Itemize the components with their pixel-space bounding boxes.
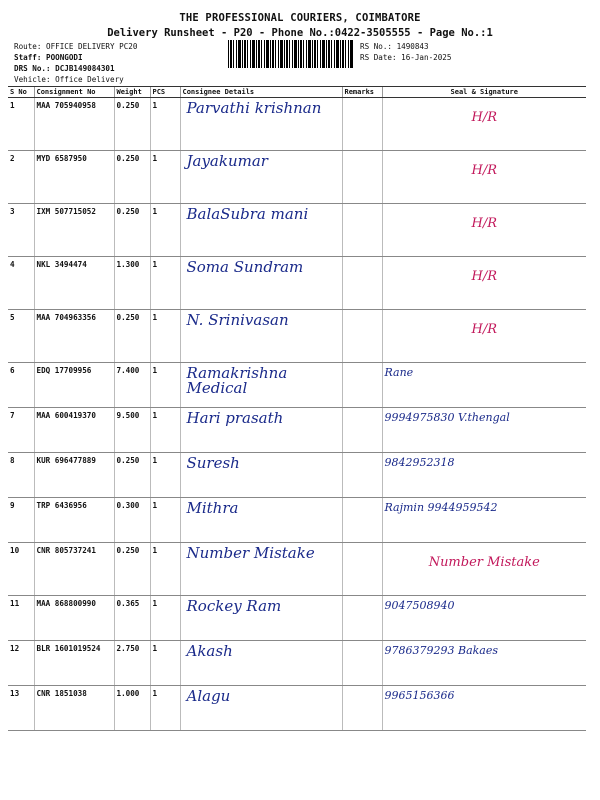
column-header: Remarks bbox=[342, 87, 382, 98]
signature-cell: H/R bbox=[382, 151, 586, 204]
pcs-cell: 1 bbox=[150, 453, 180, 498]
table-row bbox=[8, 204, 586, 257]
remarks-cell bbox=[342, 363, 382, 408]
table-row bbox=[8, 453, 586, 498]
weight-cell: 2.750 bbox=[114, 641, 150, 686]
sno-cell: 6 bbox=[8, 363, 34, 408]
consignment-no-cell: MAA 705940958 bbox=[34, 98, 114, 151]
pcs-cell: 1 bbox=[150, 98, 180, 151]
sno-cell: 11 bbox=[8, 596, 34, 641]
consignee-cell: Suresh bbox=[180, 453, 342, 498]
signature-cell: Rajmin 9944959542 bbox=[382, 498, 586, 543]
consignment-no-cell: MAA 704963356 bbox=[34, 310, 114, 363]
weight-cell: 0.250 bbox=[114, 98, 150, 151]
signature-cell: 9047508940 bbox=[382, 596, 586, 641]
table-row bbox=[8, 310, 586, 363]
meta-right bbox=[360, 41, 451, 63]
column-header: PCS bbox=[150, 87, 180, 98]
weight-cell: 0.250 bbox=[114, 543, 150, 596]
runsheet-subtitle: Delivery Runsheet - P20 - Phone No.:0422-3505555 - Page No.:1 bbox=[107, 27, 493, 39]
consignee-cell: Jayakumar bbox=[180, 151, 342, 204]
consignment-no-cell: BLR 1601019524 bbox=[34, 641, 114, 686]
signature-cell: H/R bbox=[382, 204, 586, 257]
company-title: THE PROFESSIONAL COURIERS, COIMBATORE bbox=[179, 12, 421, 24]
pcs-cell: 1 bbox=[150, 498, 180, 543]
sno-cell: 4 bbox=[8, 257, 34, 310]
consignee-cell: Alagu bbox=[180, 686, 342, 731]
signature-cell: 9786379293 Bakaes bbox=[382, 641, 586, 686]
column-header: Consignment No bbox=[34, 87, 114, 98]
remarks-cell bbox=[342, 596, 382, 641]
weight-cell: 1.000 bbox=[114, 686, 150, 731]
pcs-cell: 1 bbox=[150, 408, 180, 453]
table-header-row bbox=[8, 87, 586, 98]
remarks-cell bbox=[342, 686, 382, 731]
signature-cell: 9842952318 bbox=[382, 453, 586, 498]
sno-cell: 7 bbox=[8, 408, 34, 453]
sno-cell: 5 bbox=[8, 310, 34, 363]
table-row bbox=[8, 151, 586, 204]
table-row bbox=[8, 498, 586, 543]
table-row bbox=[8, 641, 586, 686]
consignee-cell: Soma Sundram bbox=[180, 257, 342, 310]
weight-cell: 0.300 bbox=[114, 498, 150, 543]
pcs-cell: 1 bbox=[150, 596, 180, 641]
route-label: Route: OFFICE DELIVERY PC20 bbox=[14, 42, 138, 51]
column-header: Seal & Signature bbox=[382, 87, 586, 98]
sno-cell: 1 bbox=[8, 98, 34, 151]
remarks-cell bbox=[342, 151, 382, 204]
table-row bbox=[8, 686, 586, 731]
column-header: S No bbox=[8, 87, 34, 98]
consignee-cell: BalaSubra mani bbox=[180, 204, 342, 257]
consignee-cell: Hari prasath bbox=[180, 408, 342, 453]
signature-cell: Number Mistake bbox=[382, 543, 586, 596]
pcs-cell: 1 bbox=[150, 204, 180, 257]
weight-cell: 1.300 bbox=[114, 257, 150, 310]
consignee-cell: Akash bbox=[180, 641, 342, 686]
remarks-cell bbox=[342, 498, 382, 543]
remarks-cell bbox=[342, 310, 382, 363]
consignment-no-cell: MAA 600419370 bbox=[34, 408, 114, 453]
weight-cell: 0.250 bbox=[114, 204, 150, 257]
consignee-cell: Ramakrishna Medical bbox=[180, 363, 342, 408]
remarks-cell bbox=[342, 204, 382, 257]
signature-cell: 9965156366 bbox=[382, 686, 586, 731]
rs-date-label: RS Date: 16-Jan-2025 bbox=[360, 53, 452, 62]
signature-cell: H/R bbox=[382, 98, 586, 151]
table-row bbox=[8, 543, 586, 596]
consignment-no-cell: CNR 805737241 bbox=[34, 543, 114, 596]
consignment-no-cell: TRP 6436956 bbox=[34, 498, 114, 543]
pcs-cell: 1 bbox=[150, 310, 180, 363]
sno-cell: 8 bbox=[8, 453, 34, 498]
weight-cell: 7.400 bbox=[114, 363, 150, 408]
consignment-no-cell: MAA 868800990 bbox=[34, 596, 114, 641]
sno-cell: 2 bbox=[8, 151, 34, 204]
table-row bbox=[8, 408, 586, 453]
runsheet-table bbox=[8, 86, 586, 731]
pcs-cell: 1 bbox=[150, 363, 180, 408]
sno-cell: 9 bbox=[8, 498, 34, 543]
consignment-no-cell: MYD 6587950 bbox=[34, 151, 114, 204]
consignee-cell: N. Srinivasan bbox=[180, 310, 342, 363]
remarks-cell bbox=[342, 257, 382, 310]
consignment-no-cell: EDQ 17709956 bbox=[34, 363, 114, 408]
pcs-cell: 1 bbox=[150, 257, 180, 310]
sno-cell: 10 bbox=[8, 543, 34, 596]
consignment-no-cell: KUR 696477889 bbox=[34, 453, 114, 498]
weight-cell: 0.250 bbox=[114, 310, 150, 363]
table-row bbox=[8, 257, 586, 310]
consignee-cell: Number Mistake bbox=[180, 543, 342, 596]
consignee-cell: Mithra bbox=[180, 498, 342, 543]
remarks-cell bbox=[342, 543, 382, 596]
pcs-cell: 1 bbox=[150, 686, 180, 731]
sno-cell: 13 bbox=[8, 686, 34, 731]
consignee-cell: Rockey Ram bbox=[180, 596, 342, 641]
sno-cell: 12 bbox=[8, 641, 34, 686]
consignment-no-cell: CNR 1851038 bbox=[34, 686, 114, 731]
pcs-cell: 1 bbox=[150, 151, 180, 204]
weight-cell: 9.500 bbox=[114, 408, 150, 453]
pcs-cell: 1 bbox=[150, 543, 180, 596]
table-body bbox=[8, 98, 586, 731]
remarks-cell bbox=[342, 641, 382, 686]
remarks-cell bbox=[342, 98, 382, 151]
consignment-no-cell: IXM 507715052 bbox=[34, 204, 114, 257]
consignment-no-cell: NKL 3494474 bbox=[34, 257, 114, 310]
weight-cell: 0.250 bbox=[114, 151, 150, 204]
table-row bbox=[8, 98, 586, 151]
table-row bbox=[8, 363, 586, 408]
rs-no-label: RS No.: 1490843 bbox=[360, 42, 429, 51]
signature-cell: H/R bbox=[382, 310, 586, 363]
vehicle-label: Vehicle: Office Delivery bbox=[14, 75, 124, 84]
signature-cell: 9994975830 V.thengal bbox=[382, 408, 586, 453]
signature-cell: H/R bbox=[382, 257, 586, 310]
meta-left bbox=[14, 41, 137, 85]
staff-label: Staff: POONGODI bbox=[14, 53, 83, 62]
weight-cell: 0.365 bbox=[114, 596, 150, 641]
column-header: Consignee Details bbox=[180, 87, 342, 98]
column-header: Weight bbox=[114, 87, 150, 98]
remarks-cell bbox=[342, 453, 382, 498]
pcs-cell: 1 bbox=[150, 641, 180, 686]
drs-label: DRS No.: DCJB149084301 bbox=[14, 64, 115, 73]
weight-cell: 0.250 bbox=[114, 453, 150, 498]
table-row bbox=[8, 596, 586, 641]
signature-cell: Rane bbox=[382, 363, 586, 408]
sno-cell: 3 bbox=[8, 204, 34, 257]
consignee-cell: Parvathi krishnan bbox=[180, 98, 342, 151]
barcode bbox=[228, 40, 354, 68]
remarks-cell bbox=[342, 408, 382, 453]
